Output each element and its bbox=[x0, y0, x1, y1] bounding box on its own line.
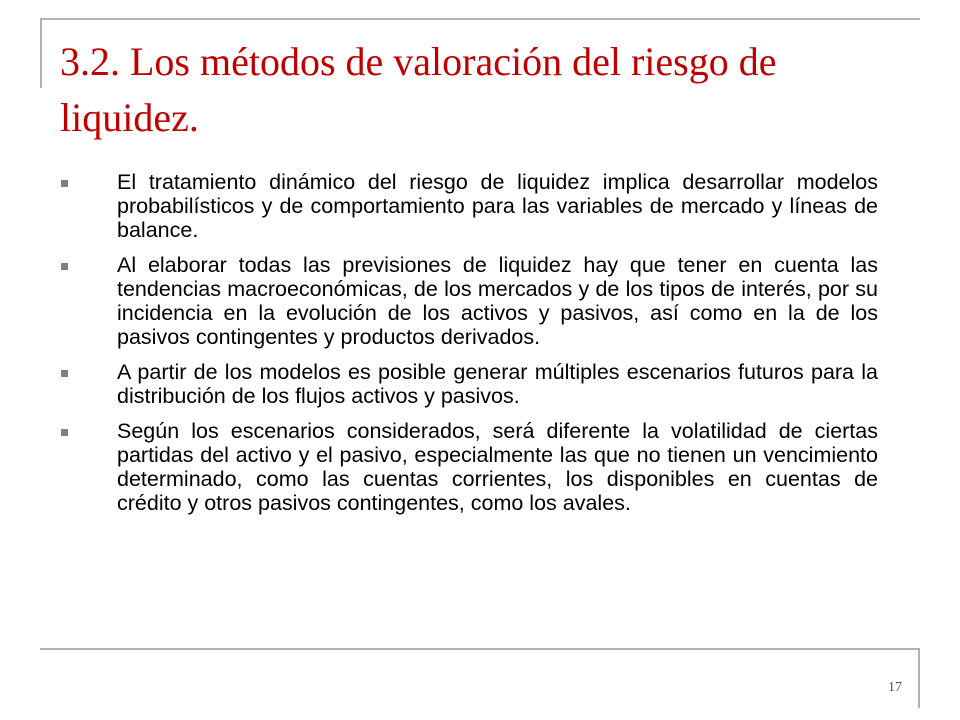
page-number: 17 bbox=[888, 680, 902, 695]
bullet-text: A partir de los modelos es posible generar múltiples escenarios futuros para la distribución de los flujos activos y pasivos. bbox=[117, 360, 878, 408]
bottom-frame-line bbox=[40, 648, 920, 650]
square-bullet-icon bbox=[61, 263, 68, 270]
square-bullet-icon bbox=[61, 429, 68, 436]
bullet-item bbox=[60, 253, 878, 349]
bullet-item bbox=[60, 170, 878, 242]
bullet-list bbox=[60, 170, 878, 526]
right-frame-line bbox=[918, 648, 920, 708]
bullet-item bbox=[60, 419, 878, 515]
bullet-text: Al elaborar todas las previsiones de liquidez hay que tener en cuenta las tendencias macroeconómicas, de los mercados y de los tipos de interés, por su incidencia en la evolución de los activos y pasivos, así como en la de los pasivos contingentes y productos derivados. bbox=[117, 253, 878, 349]
left-frame-line bbox=[40, 18, 42, 88]
bullet-text: El tratamiento dinámico del riesgo de liquidez implica desarrollar modelos probabilísticos y de comportamiento para las variables de mercado y líneas de balance. bbox=[117, 170, 878, 242]
bullet-text: Según los escenarios considerados, será diferente la volatilidad de ciertas partidas del activo y el pasivo, especialmente las que no tienen un vencimiento determinado, como las cuentas corrientes, los disponibles en cuentas de crédito y otros pasivos contingentes, como los avales. bbox=[117, 419, 878, 515]
top-frame-line bbox=[40, 18, 920, 20]
slide-title: 3.2. Los métodos de valoración del riesgo de liquidez. bbox=[60, 39, 777, 140]
square-bullet-icon bbox=[61, 370, 68, 377]
square-bullet-icon bbox=[61, 180, 68, 187]
bullet-item bbox=[60, 360, 878, 408]
